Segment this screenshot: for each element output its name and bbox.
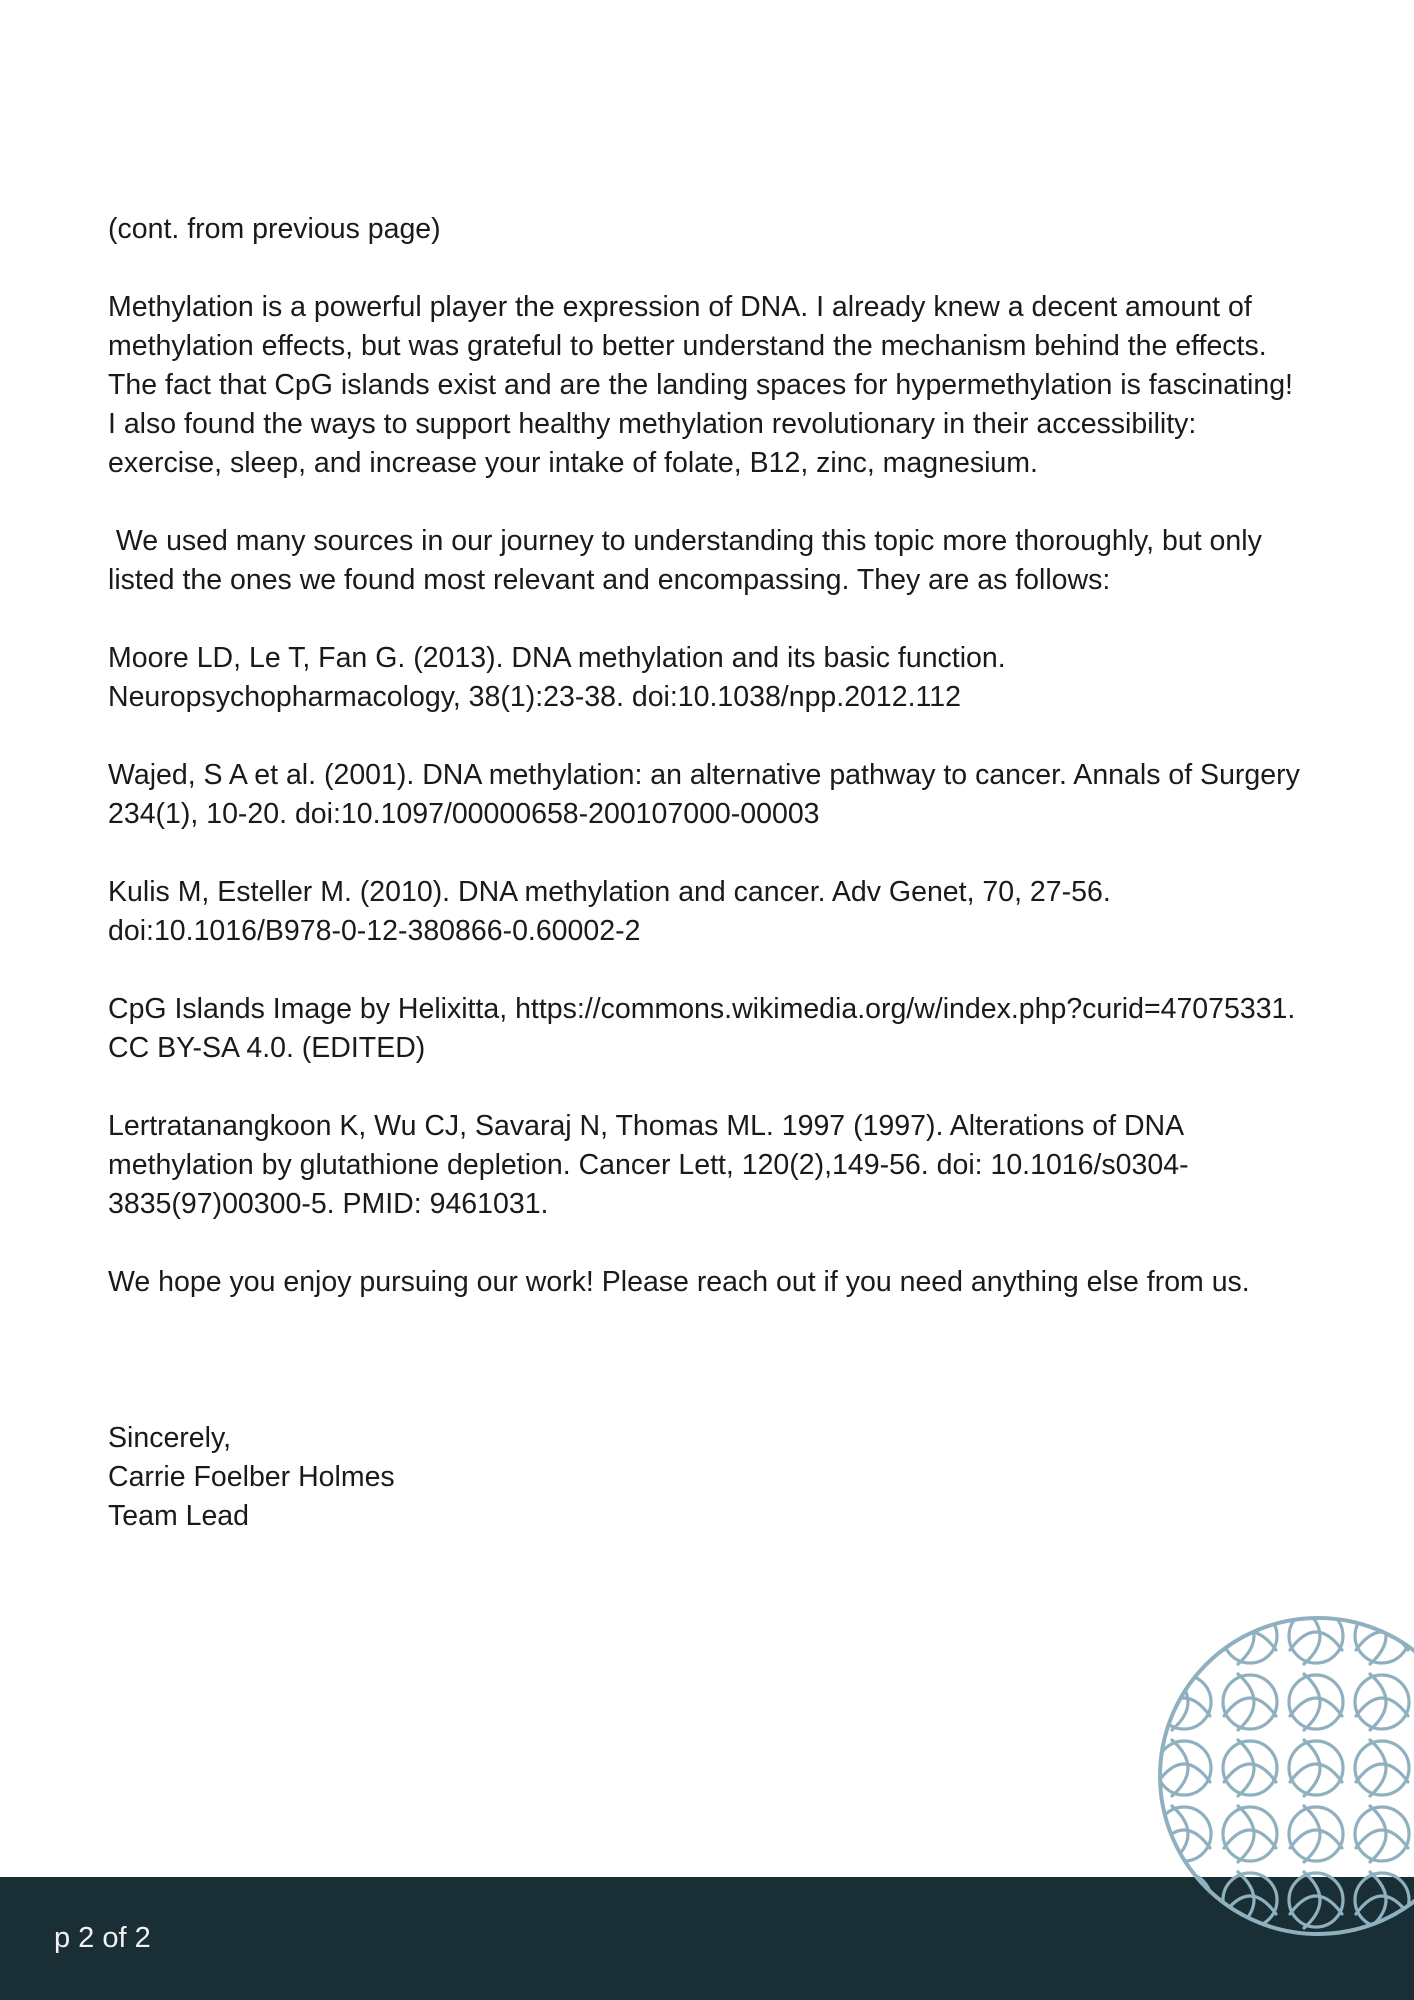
pattern-ring	[1289, 1873, 1343, 1927]
closing-paragraph: We hope you enjoy pursuing our work! Please reach out if you need anything else from us.	[108, 1266, 1250, 1298]
pattern-arc	[1172, 1872, 1188, 1928]
continuation-note: (cont. from previous page)	[108, 213, 441, 245]
reference-item: Lertratanangkoon K, Wu CJ, Savaraj N, Thomas ML. 1997 (1997). Alterations of DNA methylation by glutathione depletion. Cancer Lett, 120(2),149-56. doi: 10.1016/s0304-3835(97)00300-5. PMID: 9461031.	[108, 1110, 1189, 1220]
pattern-ring	[1223, 1807, 1277, 1861]
reference-item: Moore LD, Le T, Fan G. (2013). DNA methylation and its basic function. Neuropsychopharmacology, 38(1):23-38. doi:10.1038/npp.2012.112	[108, 642, 1006, 713]
pattern-ring	[1355, 1741, 1409, 1795]
decorative-circle-pattern-icon	[1156, 1614, 1414, 1938]
pattern-arc	[1158, 1632, 1210, 1650]
pattern-ring	[1355, 1807, 1409, 1861]
paragraph-methylation: Methylation is a powerful player the expression of DNA. I already knew a decent amount of methylation effects, but was grateful to better understand the mechanism behind the effects. The fact that CpG islands exist and are the landing spaces for hypermethylation is fascinating! I also found the ways to support healthy methylation revolutionary in their accessibility: exercise, sleep, and increase your intake of folate, B12, zinc, magnesium.	[108, 291, 1293, 479]
pattern-ring	[1289, 1741, 1343, 1795]
pattern-arc	[1172, 1614, 1188, 1664]
pattern-ring	[1355, 1675, 1409, 1729]
pattern-ring	[1223, 1741, 1277, 1795]
reference-item: Wajed, S A et al. (2001). DNA methylation: an alternative pathway to cancer. Annals of Surgery 234(1), 10-20. doi:10.1097/00000658-200107000-00003	[108, 759, 1300, 830]
letter-body	[108, 210, 1308, 1536]
reference-item: CpG Islands Image by Helixitta, https://commons.wikimedia.org/w/index.php?curid=47075331. CC BY-SA 4.0. (EDITED)	[108, 993, 1296, 1064]
signer-name: Carrie Foelber Holmes	[108, 1461, 395, 1493]
pattern-ring	[1223, 1614, 1277, 1663]
pattern-ring	[1289, 1807, 1343, 1861]
pattern-ring	[1157, 1614, 1211, 1663]
paragraph-sources-intro: We used many sources in our journey to understanding this topic more thoroughly, but only listed the ones we found most relevant and encompassing. They are as follows:	[108, 525, 1270, 596]
reference-item: Kulis M, Esteller M. (2010). DNA methylation and cancer. Adv Genet, 70, 27-56. doi:10.1016/B978-0-12-380866-0.60002-2	[108, 876, 1111, 947]
pattern-ring	[1289, 1675, 1343, 1729]
pattern-ring	[1223, 1675, 1277, 1729]
signoff: Sincerely,	[108, 1422, 232, 1454]
pattern-arc	[1158, 1896, 1210, 1914]
signer-title: Team Lead	[108, 1500, 250, 1532]
page-number: p 2 of 2	[54, 1922, 151, 1954]
pattern-ring	[1157, 1675, 1211, 1729]
pattern-arc	[1370, 1614, 1386, 1664]
pattern-ring	[1157, 1741, 1211, 1795]
pattern-ring	[1157, 1873, 1211, 1927]
pattern-arc	[1304, 1614, 1320, 1664]
pattern-ring	[1355, 1614, 1409, 1663]
